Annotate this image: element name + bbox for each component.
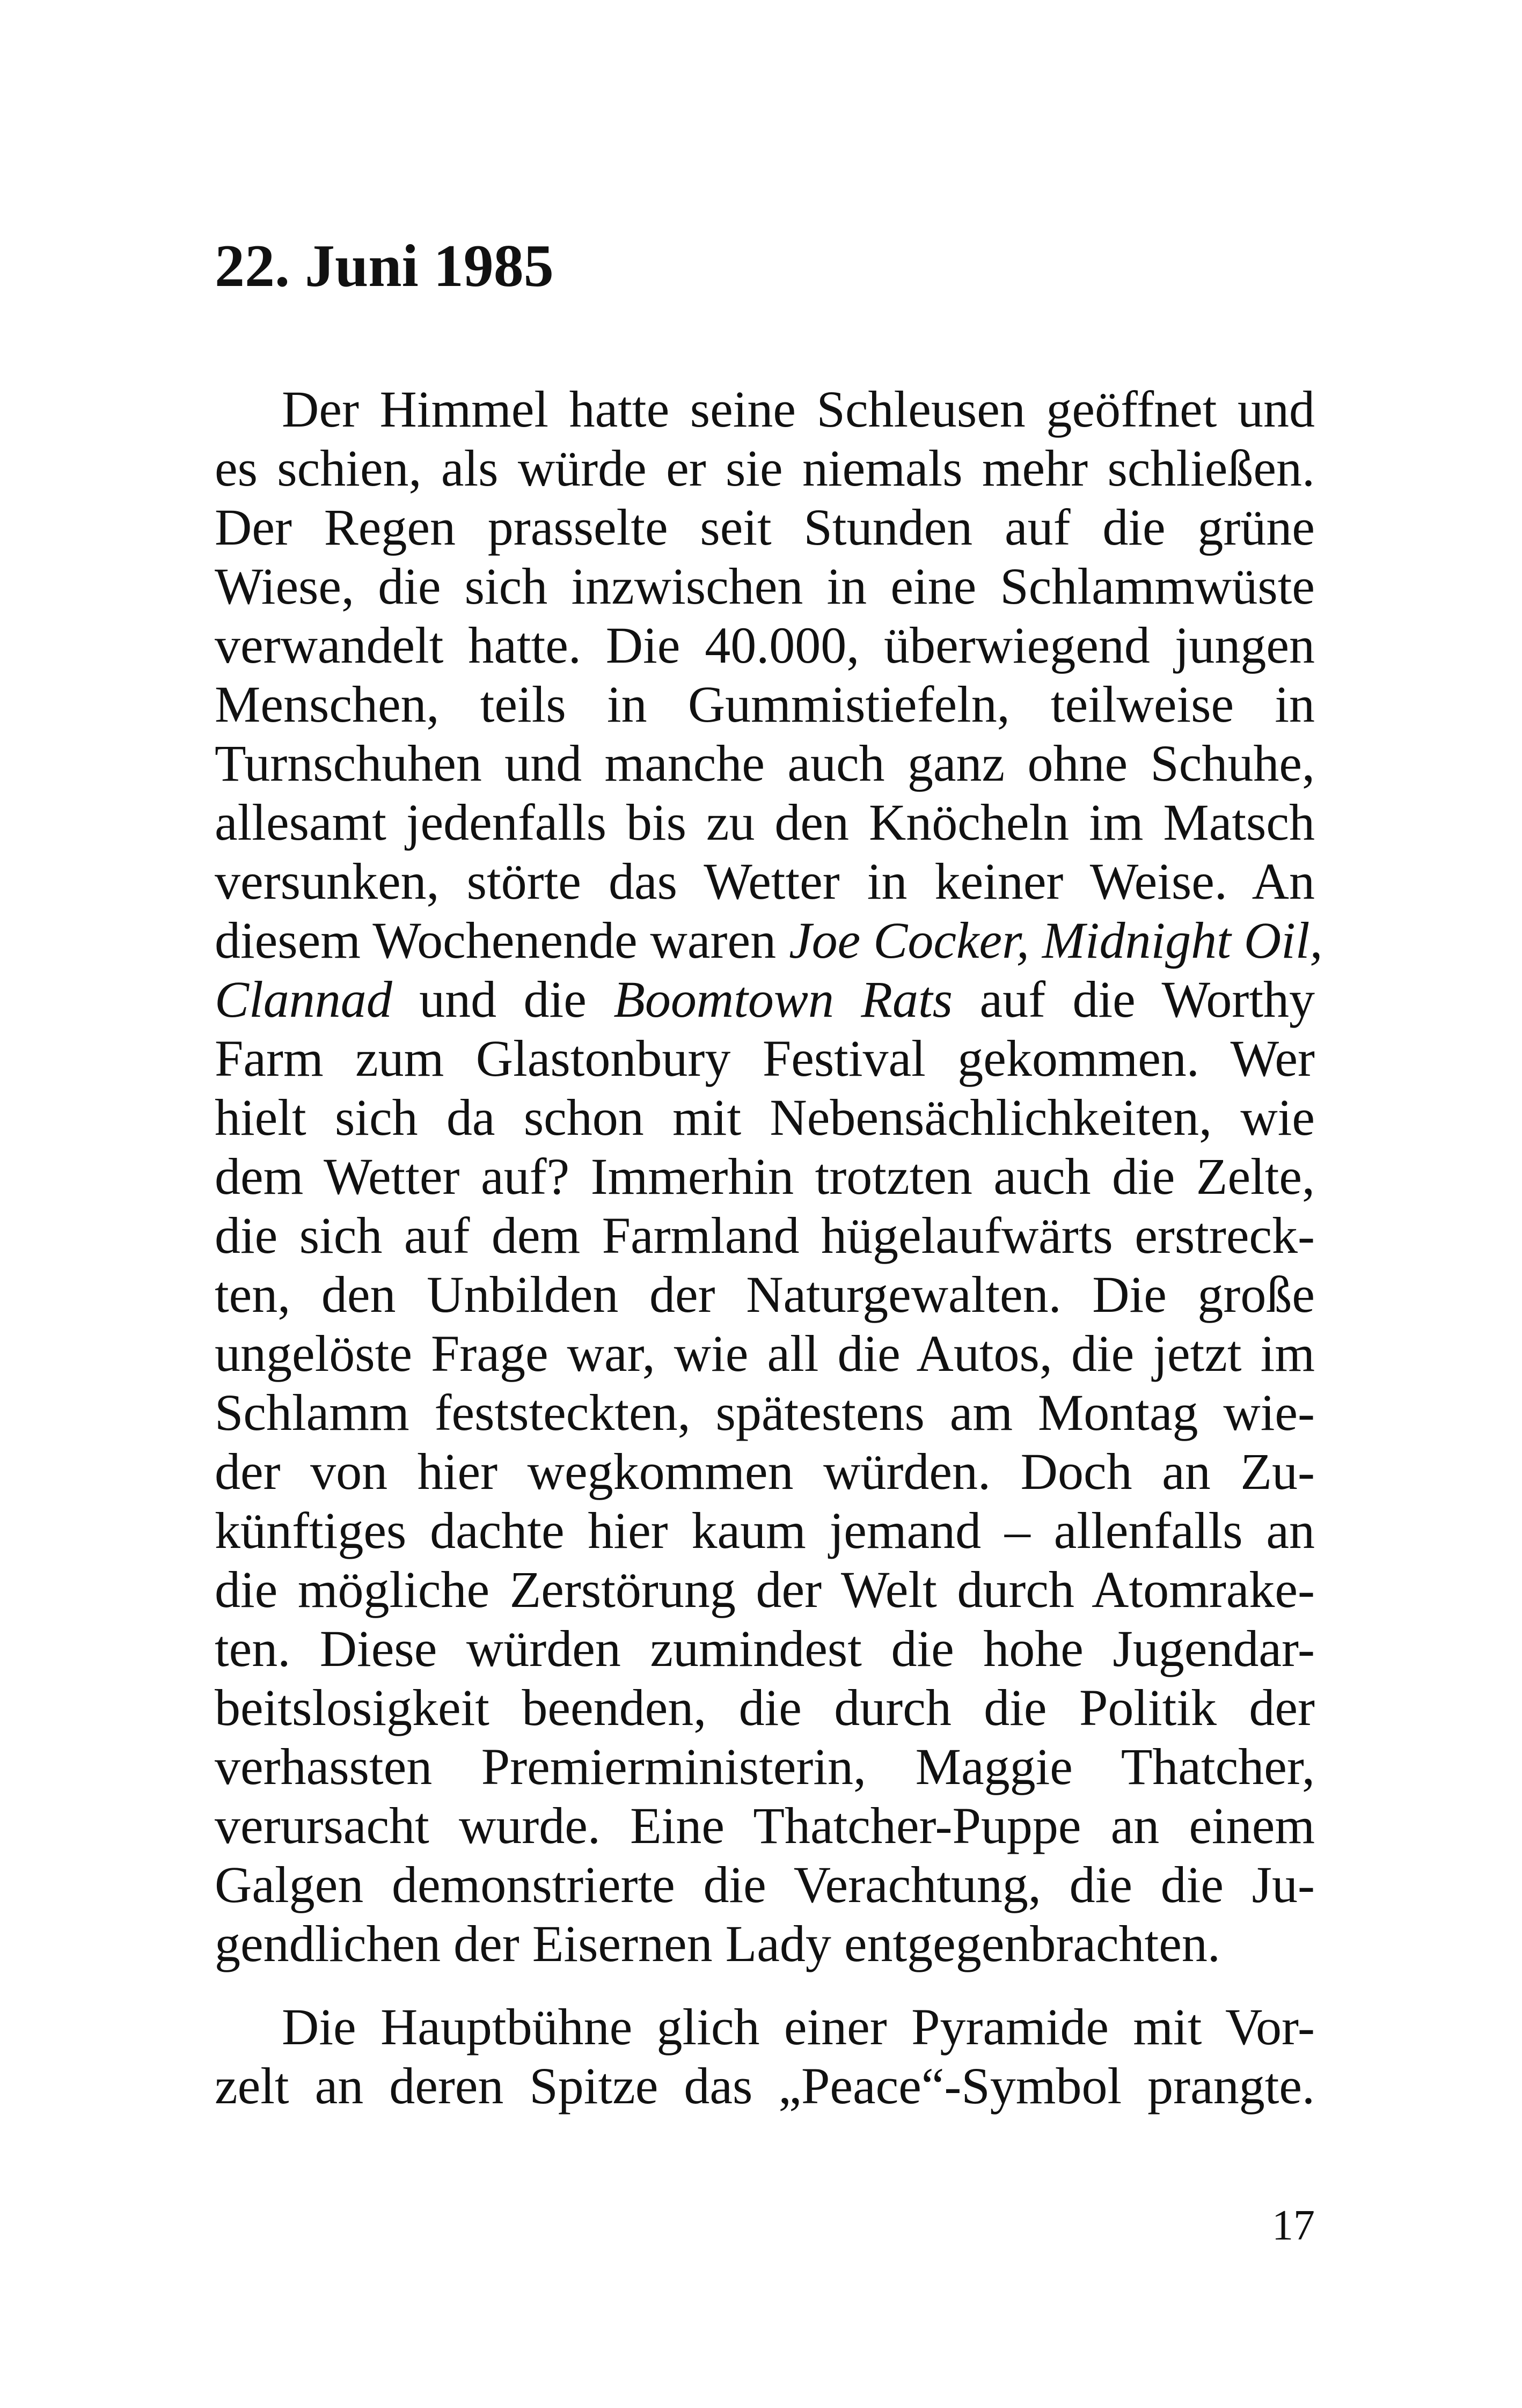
body-text [215,380,1323,2116]
band-names-italic: Joe Cocker, Midnight Oil, [789,912,1323,969]
text-line: die sich auf dem Farmland hügelaufwärts erstreck- [215,1207,1315,1264]
band-name-italic: Boomtown Rats [613,971,953,1028]
text-line: verwandelt hatte. Die 40.000, überwiegend jungen [215,616,1315,674]
text-line: es schien, als würde er sie niemals mehr schließen. [215,439,1315,497]
paragraph [215,380,1323,1973]
paragraph [215,1998,1315,2116]
text-line: ungelöste Frage war, wie all die Autos, die jetzt im [215,1325,1315,1382]
text-line: Turnschuhen und manche auch ganz ohne Schuhe, [215,735,1315,792]
paragraph-gap [215,1973,1315,1998]
text-line: ten, den Unbilden der Naturgewalten. Die große [215,1266,1315,1323]
text-line: gendlichen der Eisernen Lady entgegenbrachten. [215,1915,1220,1972]
text-line: künftiges dachte hier kaum jemand – allenfalls an [215,1502,1315,1559]
text-line: versunken, störte das Wetter in keiner Weise. An [215,853,1315,910]
text-line [215,911,1323,970]
text-line: die mögliche Zerstörung der Welt durch Atomrake- [215,1561,1315,1618]
page-number: 17 [1272,2202,1315,2249]
text-line: Menschen, teils in Gummistiefeln, teilweise in [215,676,1315,733]
text-line: verursacht wurde. Eine Thatcher-Puppe an einem [215,1797,1315,1854]
text-line: Wiese, die sich inzwischen in eine Schlammwüste [215,557,1315,615]
text-line: ten. Diese würden zumindest die hohe Jugendar- [215,1620,1315,1677]
text-line [215,970,1315,1029]
text-line: allesamt jedenfalls bis zu den Knöcheln im Matsch [215,794,1315,851]
text-line: Der Himmel hatte seine Schleusen geöffnet und [282,380,1315,438]
text-line: der von hier wegkommen würden. Doch an Zu- [215,1443,1315,1500]
text-line: dem Wetter auf? Immerhin trotzten auch die Zelte, [215,1148,1315,1205]
chapter-title: 22. Juni 1985 [215,233,554,299]
text-line: hielt sich da schon mit Nebensächlichkeiten, wie [215,1089,1315,1146]
text-line: zelt an deren Spitze das „Peace“-Symbol prangte. [215,2057,1315,2115]
text-line: Galgen demonstrierte die Verachtung, die die Ju- [215,1856,1315,1913]
text-span: und die [392,971,614,1028]
text-line: Der Regen prasselte seit Stunden auf die grüne [215,498,1315,556]
text-span: auf die Worthy [953,971,1315,1028]
text-line: Farm zum Glastonbury Festival gekommen. Wer [215,1030,1315,1087]
text-line: Schlamm feststeckten, spätestens am Montag wie- [215,1384,1315,1441]
text-line: Die Hauptbühne glich einer Pyramide mit Vor- [282,1998,1315,2055]
text-span: diesem Wochenende waren [215,912,789,969]
text-line: beitslosigkeit beenden, die durch die Politik der [215,1679,1315,1736]
band-name-italic: Clannad [215,971,392,1028]
text-line: verhassten Premierministerin, Maggie Thatcher, [215,1738,1315,1795]
